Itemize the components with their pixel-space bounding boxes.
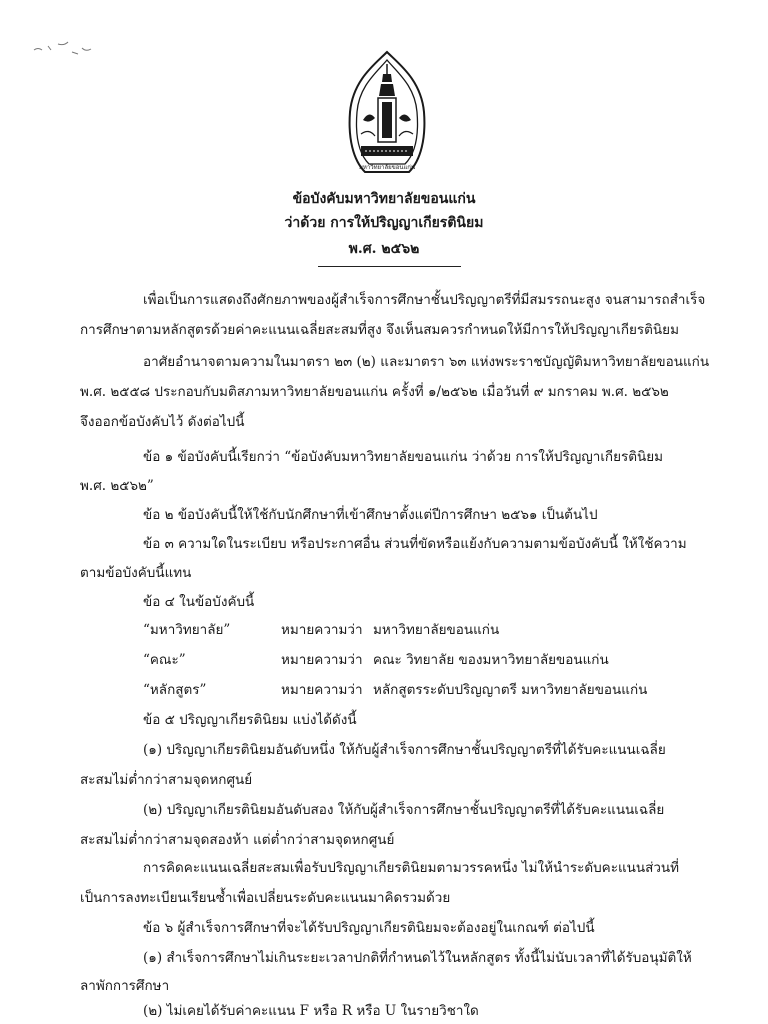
pen-mark-scribble	[28, 36, 108, 66]
clause-5-2-line-1: (๒) ปริญญาเกียรตินิยมอันดับสอง ให้กับผู้สำเร็จการศึกษาชั้นปริญญาตรีที่ได้รับคะแนนเฉลี่ย	[143, 802, 665, 818]
emblem-caption: มหาวิทยาลัยขอนแก่น	[358, 164, 416, 171]
definition-means: หมายความว่า	[281, 682, 363, 698]
clause-6-line-1: ข้อ ๖ ผู้สำเร็จการศึกษาที่จะได้รับปริญญาเกียรตินิยมจะต้องอยู่ในเกณฑ์ ต่อไปนี้	[143, 920, 595, 936]
definition-term: “คณะ”	[143, 652, 186, 668]
clause-6-2-line-1: (๒) ไม่เคยได้รับค่าคะแนน F หรือ R หรือ U ในรายวิชาใด	[143, 1003, 479, 1019]
definition-value: คณะ วิทยาลัย ของมหาวิทยาลัยขอนแก่น	[373, 652, 609, 668]
clause-6-1-line-1: (๑) สำเร็จการศึกษาไม่เกินระยะเวลาปกติที่กำหนดไว้ในหลักสูตร ทั้งนี้ไม่นับเวลาที่ได้รับอนุมัติให้	[143, 950, 692, 966]
title-divider	[318, 266, 461, 267]
clause-3-line-2: ตามข้อบังคับนี้แทน	[80, 565, 192, 581]
definition-means: หมายความว่า	[281, 652, 363, 668]
definition-term: “มหาวิทยาลัย”	[143, 622, 231, 638]
preamble-line-1: เพื่อเป็นการแสดงถึงศักยภาพของผู้สำเร็จการศึกษาชั้นปริญญาตรีที่มีสมรรถนะสูง จนสามารถสำเร็จ	[143, 292, 706, 308]
preamble-line-2: การศึกษาตามหลักสูตรด้วยค่าคะแนนเฉลี่ยสะสมที่สูง จึงเห็นสมควรกำหนดให้มีการให้ปริญญาเกียรตินิยม	[80, 322, 679, 338]
document-title: ข้อบังคับมหาวิทยาลัยขอนแก่น	[292, 191, 476, 207]
definition-value: มหาวิทยาลัยขอนแก่น	[373, 622, 500, 638]
clause-6-1-line-2: ลาพักการศึกษา	[80, 978, 170, 994]
university-emblem	[345, 50, 429, 178]
authority-line-3: จึงออกข้อบังคับไว้ ดังต่อไปนี้	[80, 414, 245, 430]
clause-4-line-1: ข้อ ๔ ในข้อบังคับนี้	[143, 594, 255, 610]
clause-5-1-line-1: (๑) ปริญญาเกียรตินิยมอันดับหนึ่ง ให้กับผู้สำเร็จการศึกษาชั้นปริญญาตรีที่ได้รับคะแนนเฉลี่ย	[143, 742, 666, 758]
clause-5-1-line-2: สะสมไม่ต่ำกว่าสามจุดหกศูนย์	[80, 772, 253, 788]
clause-5-2-line-2: สะสมไม่ต่ำกว่าสามจุดสองห้า แต่ต่ำกว่าสามจุดหกศูนย์	[80, 832, 395, 848]
document-subtitle: ว่าด้วย การให้ปริญญาเกียรตินิยม	[284, 215, 484, 231]
authority-line-2: พ.ศ. ๒๕๕๘ ประกอบกับมติสภามหาวิทยาลัยขอนแก่น ครั้งที่ ๑/๒๕๖๒ เมื่อวันที่ ๙ มกราคม พ.ศ. ๒๕๖๒	[80, 384, 669, 400]
definition-means: หมายความว่า	[281, 622, 363, 638]
clause-1-line-1: ข้อ ๑ ข้อบังคับนี้เรียกว่า “ข้อบังคับมหาวิทยาลัยขอนแก่น ว่าด้วย การให้ปริญญาเกียรตินิยม	[143, 449, 664, 465]
clause-5-3-line-2: เป็นการลงทะเบียนเรียนซ้ำเพื่อเปลี่ยนระดับคะแนนมาคิดรวมด้วย	[80, 890, 451, 906]
clause-2-line-1: ข้อ ๒ ข้อบังคับนี้ให้ใช้กับนักศึกษาที่เข้าศึกษาตั้งแต่ปีการศึกษา ๒๕๖๑ เป็นต้นไป	[143, 507, 598, 523]
definition-value: หลักสูตรระดับปริญญาตรี มหาวิทยาลัยขอนแก่น	[373, 682, 648, 698]
clause-5-line-1: ข้อ ๕ ปริญญาเกียรตินิยม แบ่งได้ดังนี้	[143, 712, 357, 728]
clause-3-line-1: ข้อ ๓ ความใดในระเบียบ หรือประกาศอื่น ส่วนที่ขัดหรือแย้งกับความตามข้อบังคับนี้ ให้ใช้ความ	[143, 536, 687, 552]
authority-line-1: อาศัยอำนาจตามความในมาตรา ๒๓ (๒) และมาตรา ๖๓ แห่งพระราชบัญญัติมหาวิทยาลัยขอนแก่น	[143, 354, 710, 370]
definition-term: “หลักสูตร”	[143, 682, 207, 698]
clause-1-line-2: พ.ศ. ๒๕๖๒”	[80, 478, 154, 494]
clause-5-3-line-1: การคิดคะแนนเฉลี่ยสะสมเพื่อรับปริญญาเกียรตินิยมตามวรรคหนึ่ง ไม่ให้นำระดับคะแนนส่วนที่	[143, 860, 680, 876]
document-year: พ.ศ. ๒๕๖๒	[348, 241, 420, 257]
